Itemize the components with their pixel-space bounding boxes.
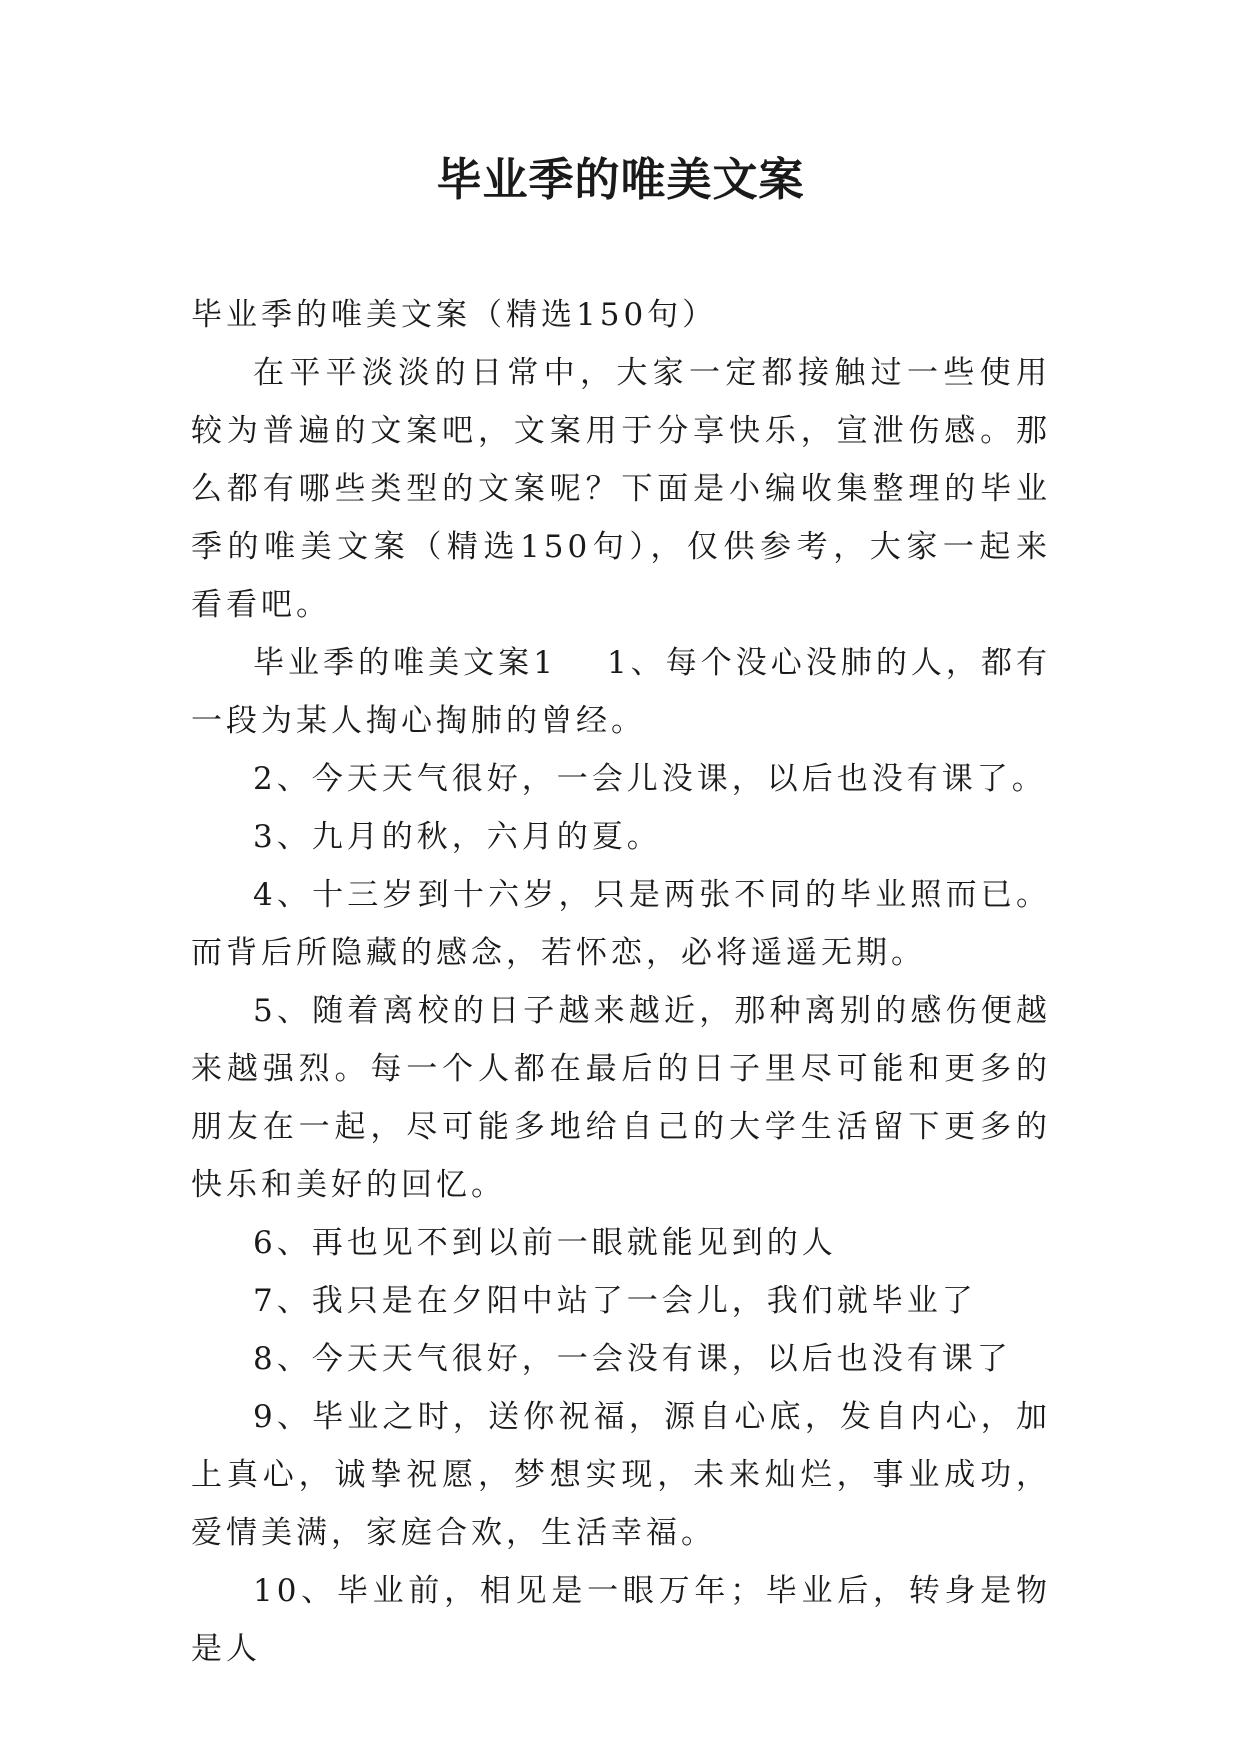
list-item: 6、再也见不到以前一眼就能见到的人 [253,1225,837,1261]
list-item: 5、随着离校的日子越来越近，那种离别的感伤便越来越强烈。每一个人都在最后的日子里尽可能和更多的朋友在一起，尽可能多地给自己的大学生活留下更多的快乐和美好的回忆。 [191,993,1051,1203]
list-item: 7、我只是在夕阳中站了一会儿，我们就毕业了 [253,1283,977,1319]
section-first-paragraph [191,634,1051,750]
list-item: 9、毕业之时，送你祝福，源自心底，发自内心，加上真心，诚挚祝愿，梦想实现，未来灿烂，事业成功，爱情美满，家庭合欢，生活幸福。 [191,1399,1051,1551]
list-item: 1、每个没心没肺的人，都有一段为某人掏心掏肺的曾经。 [191,645,1051,739]
intro-paragraph: 在平平淡淡的日常中，大家一定都接触过一些使用较为普遍的文案吧，文案用于分享快乐，宣泄伤感。那么都有哪些类型的文案呢？下面是小编收集整理的毕业季的唯美文案（精选150句），仅供参考，大家一起来看看吧。 [191,355,1051,623]
list-item: 3、九月的秋，六月的夏。 [253,819,662,855]
list-item: 2、今天天气很好，一会儿没课，以后也没有课了。 [253,761,1047,797]
list-item: 8、今天天气很好，一会没有课，以后也没有课了 [253,1341,1012,1377]
document-body [191,286,1051,1678]
document-subtitle: 毕业季的唯美文案（精选150句） [191,297,718,333]
list-item: 4、十三岁到十六岁，只是两张不同的毕业照而已。而背后所隐藏的感念，若怀恋，必将遥遥无期。 [191,877,1051,971]
list-item: 10、毕业前，相见是一眼万年；毕业后，转身是物是人 [191,1573,1051,1667]
section-heading: 毕业季的唯美文案1 [253,645,557,681]
document-title: 毕业季的唯美文案 [436,153,805,206]
